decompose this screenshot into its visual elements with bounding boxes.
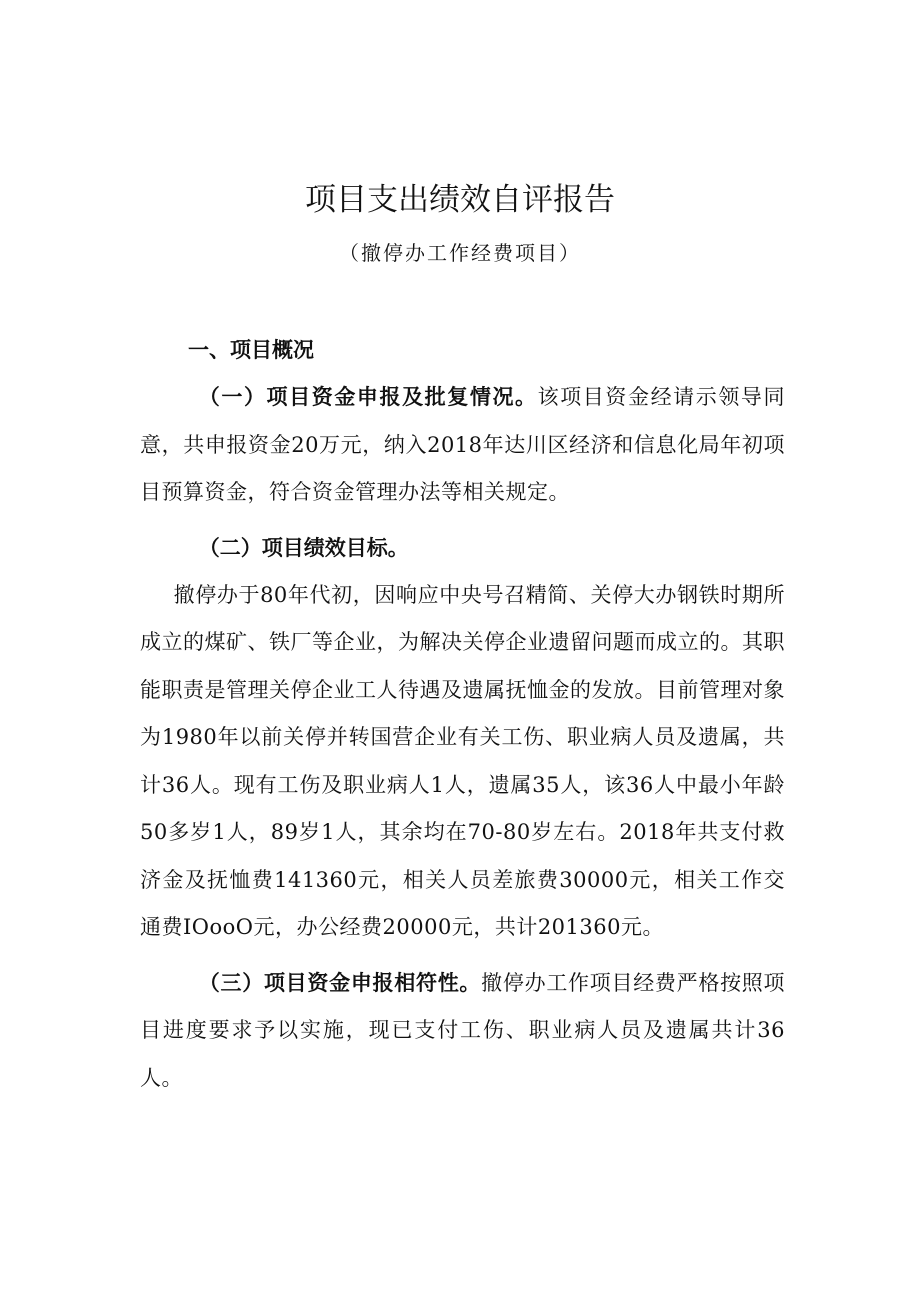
paragraph-lead-funding-application: （一）项目资金申报及批复情况。 xyxy=(198,385,538,409)
subheading-performance-goals: （二）项目绩效目标。 xyxy=(198,535,409,560)
document-subtitle: （撤停办工作经费项目） xyxy=(339,241,581,265)
paragraph-funding-application xyxy=(140,374,785,517)
paragraph-text-funding-application: 该项目资金经请示领导同意，共申报资金20万元，纳入2018年达川区经济和信息化局年初项目预算资金，符合资金管理办法等相关规定。 xyxy=(140,385,786,504)
paragraph-funding-consistency xyxy=(140,960,785,1103)
paragraph-lead-funding-consistency: （三）项目资金申报相符性。 xyxy=(198,970,482,995)
document-title: 项目支出绩效自评报告 xyxy=(305,182,615,218)
paragraph-performance-goals: 撤停办于80年代初，因响应中央号召精简、关停大办钢铁时期所成立的煤矿、铁厂等企业，为解决关停企业遗留问题而成立的。其职能职责是管理关停企业工人待遇及遗属抚恤金的发放。目前管理对象为1980年以前关停并转国营企业有关工伤、职业病人员及遗属，共计36人。现有工伤及职业病人1人，遗属35人，该36人中最小年龄50多岁1人，89岁1人，其余均在70-80岁左右。2018年共支付救济金及抚恤费141360元，相关人员差旅费30000元，相关工作交通费IOooO元，办公经费20000元，共计201360元。 xyxy=(140,582,785,939)
document-body xyxy=(140,330,785,1110)
section-heading-project-overview: 一、项目概况 xyxy=(188,338,314,362)
paragraph-text-funding-consistency: 撤停办工作项目经费严格按照项目进度要求予以实施，现已支付工伤、职业病人员及遗属共计36人。 xyxy=(140,970,786,1090)
